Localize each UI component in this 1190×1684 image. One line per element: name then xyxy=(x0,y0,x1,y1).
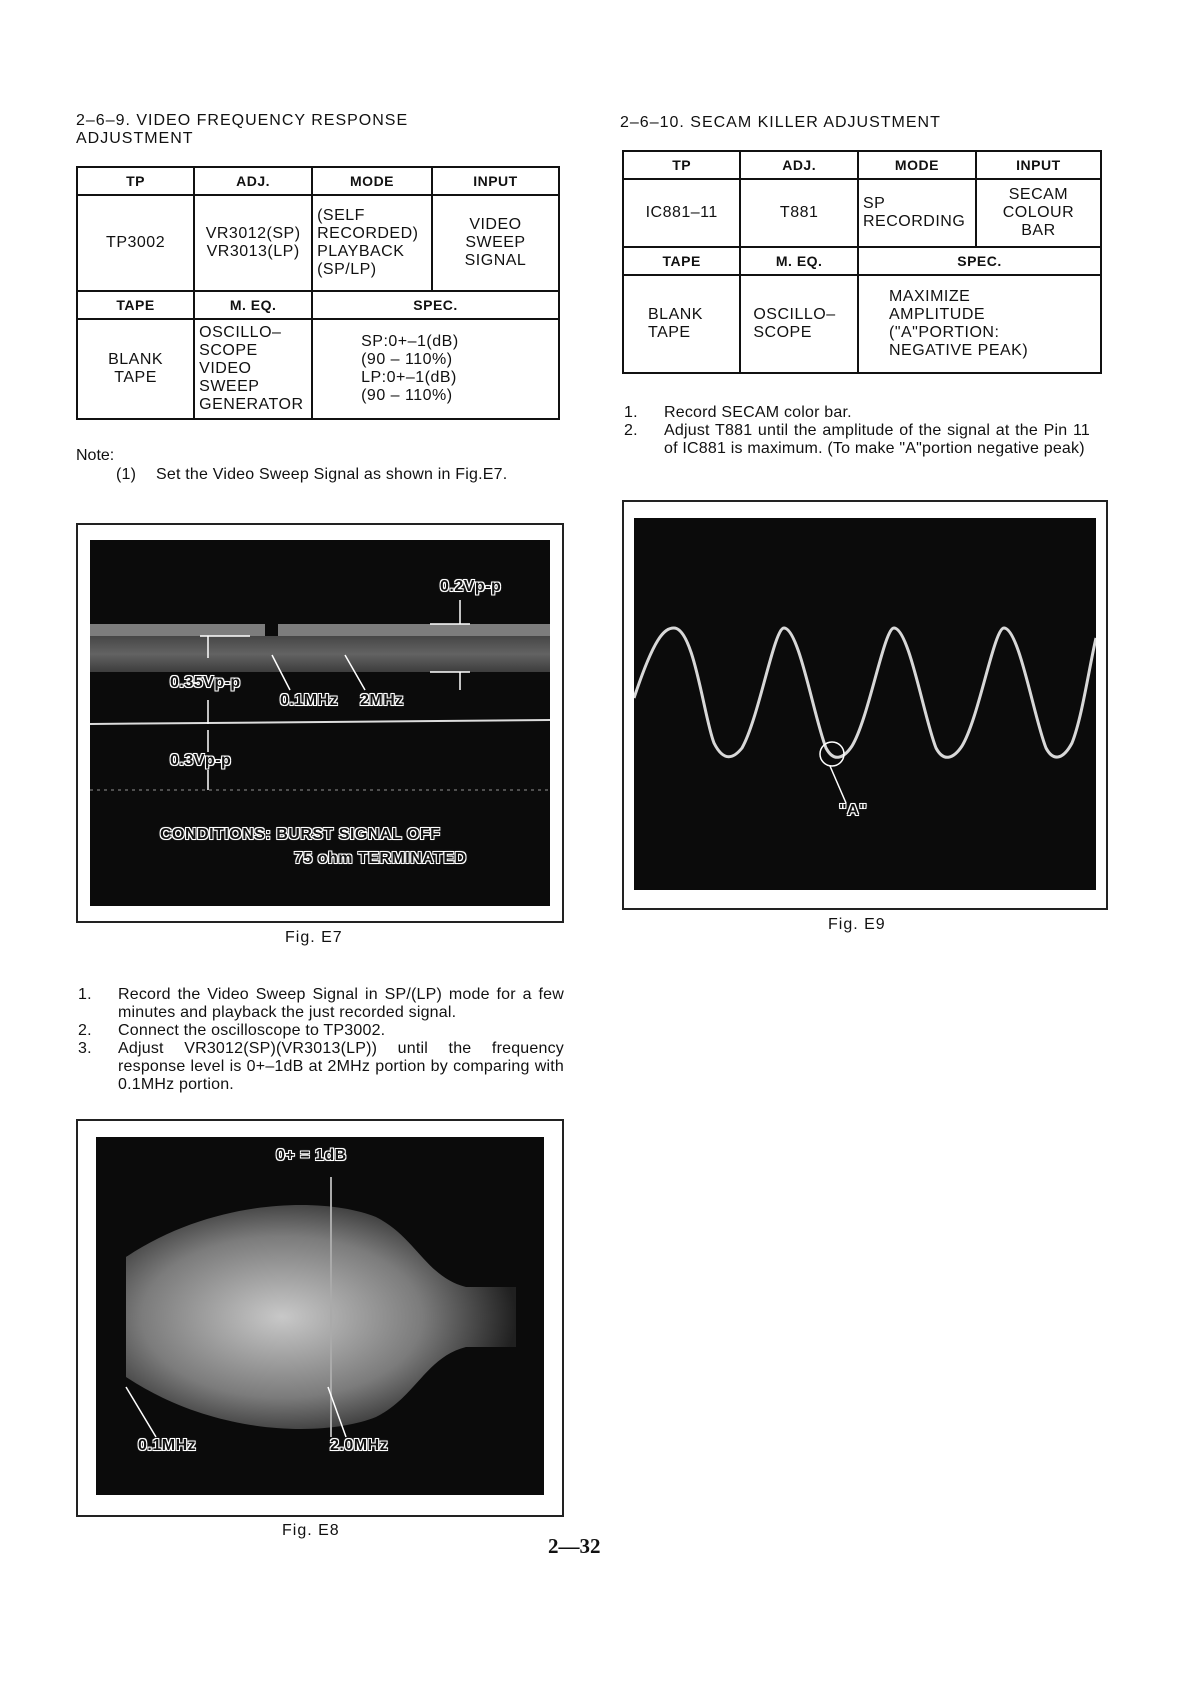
th-tape: TAPE xyxy=(77,291,194,319)
fig-e9-sine-trace xyxy=(634,628,1096,757)
th-spec-secam: SPEC. xyxy=(858,247,1101,275)
cell-input: VIDEO SWEEP SIGNAL xyxy=(432,195,559,291)
th-tp: TP xyxy=(77,167,194,195)
secam-step-1: 1. Record SECAM color bar. xyxy=(624,404,852,421)
cell-meq: OSCILLO– SCOPE VIDEO SWEEP GENERATOR xyxy=(194,319,312,419)
cell-spec-secam: MAXIMIZE AMPLITUDE ("A"PORTION: NEGATIVE PEAK) xyxy=(858,275,1101,373)
th-mode-secam: MODE xyxy=(858,151,976,179)
th-mode: MODE xyxy=(312,167,432,195)
cell-meq-secam: OSCILLO– SCOPE xyxy=(740,275,858,373)
cell-tp-secam: IC881–11 xyxy=(623,179,740,247)
th-spec: SPEC. xyxy=(312,291,559,319)
fig-e7-label-03vpp: 0.3Vp-p xyxy=(170,752,232,769)
cell-input-secam: SECAM COLOUR BAR xyxy=(976,179,1101,247)
video-frequency-steps xyxy=(78,986,564,1094)
video-step-3: 3. Adjust VR3012(SP)(VR3013(LP)) until the frequency response level is 0+–1dB at 2MHz portion by comparing with 0.1MHz portion. xyxy=(78,1040,564,1093)
fig-e7-label-02vpp: 0.2Vp-p xyxy=(440,578,502,595)
fig-e8-oscilloscope xyxy=(96,1137,544,1495)
note-1 xyxy=(116,466,560,484)
th-adj-secam: ADJ. xyxy=(740,151,858,179)
page-number: 2—32 xyxy=(548,1534,601,1558)
secam-killer-spec-table xyxy=(622,150,1102,374)
cell-tape-secam: BLANK TAPE xyxy=(623,275,740,373)
fig-e9-frame xyxy=(622,500,1108,910)
fig-e8-label-20mhz: 2.0MHz xyxy=(330,1437,389,1454)
th-tp-secam: TP xyxy=(623,151,740,179)
cell-tape: BLANK TAPE xyxy=(77,319,194,419)
fig-e7-conditions-line2: 75 ohm TERMINATED xyxy=(294,850,467,867)
cell-tp: TP3002 xyxy=(77,195,194,291)
th-tape-secam: TAPE xyxy=(623,247,740,275)
secam-killer-steps xyxy=(624,404,1090,458)
fig-e9-caption: Fig. E9 xyxy=(828,916,886,933)
video-step-1: 1. Record the Video Sweep Signal in SP/(LP) mode for a few minutes and playback the just recorded signal. xyxy=(78,986,564,1021)
fig-e7-caption: Fig. E7 xyxy=(285,929,343,946)
fig-e9-waveform xyxy=(634,518,1096,890)
fig-e7-label-01mhz: 0.1MHz xyxy=(280,692,339,709)
fig-e7-frame xyxy=(76,523,564,923)
fig-e7-conditions-line1: CONDITIONS: BURST SIGNAL OFF xyxy=(160,826,441,843)
section-title-secam-killer: 2–6–10. SECAM KILLER ADJUSTMENT xyxy=(620,114,941,131)
th-input: INPUT xyxy=(432,167,559,195)
cell-mode: (SELF RECORDED) PLAYBACK (SP/LP) xyxy=(312,195,432,291)
note-1-text: Set the Video Sweep Signal as shown in Fig.E7. xyxy=(156,466,508,483)
secam-step-2: 2. Adjust T881 until the amplitude of the signal at the Pin 11 of IC881 is maximum. (To make "A"portion negative peak) xyxy=(624,422,1090,457)
video-frequency-spec-table xyxy=(76,166,560,420)
fig-e8-caption: Fig. E8 xyxy=(282,1522,340,1539)
note-label: Note: xyxy=(76,447,115,464)
section-title-video-frequency: 2–6–9. VIDEO FREQUENCY RESPONSE ADJUSTMENT xyxy=(76,112,409,147)
cell-mode-secam: SP RECORDING xyxy=(858,179,976,247)
note-1-num: (1) xyxy=(116,466,137,483)
th-input-secam: INPUT xyxy=(976,151,1101,179)
fig-e8-label-top: 0+ = 1dB xyxy=(276,1147,347,1164)
th-meq-secam: M. EQ. xyxy=(740,247,858,275)
cell-adj-secam: T881 xyxy=(740,179,858,247)
video-step-2: 2. Connect the oscilloscope to TP3002. xyxy=(78,1022,386,1039)
fig-e7-label-035vpp: 0.35Vp-p xyxy=(170,674,241,691)
th-adj: ADJ. xyxy=(194,167,312,195)
fig-e8-label-01mhz: 0.1MHz xyxy=(138,1437,197,1454)
cell-adj: VR3012(SP) VR3013(LP) xyxy=(194,195,312,291)
fig-e7-label-2mhz: 2MHz xyxy=(360,692,404,709)
th-meq: M. EQ. xyxy=(194,291,312,319)
fig-e9-label-a: "A" xyxy=(839,802,868,819)
fig-e8-frame xyxy=(76,1119,564,1517)
fig-e9-oscilloscope xyxy=(634,518,1096,890)
fig-e7-oscilloscope xyxy=(90,540,550,906)
cell-spec: SP:0+–1(dB) (90 – 110%) LP:0+–1(dB) (90 – 110%) xyxy=(312,319,559,419)
